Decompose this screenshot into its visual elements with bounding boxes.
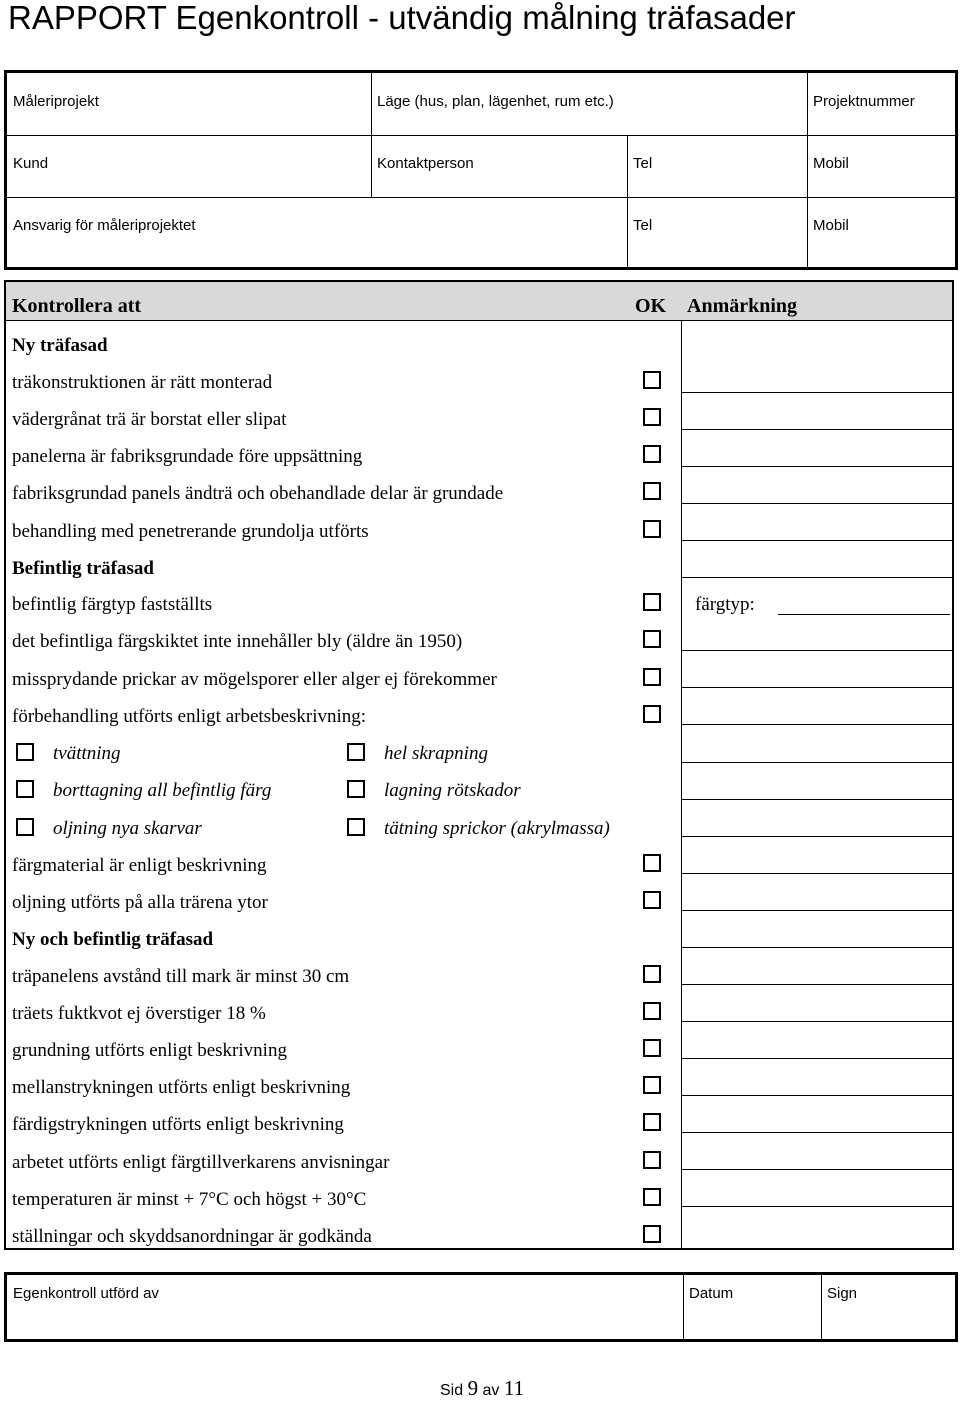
datum-field[interactable]: Datum xyxy=(689,1285,734,1302)
check-item: panelerna är fabriksgrundade före uppsättning xyxy=(12,446,363,467)
ok-checkbox[interactable] xyxy=(643,1151,661,1169)
mobil-field[interactable]: Mobil xyxy=(813,155,849,172)
ok-checkbox[interactable] xyxy=(643,1225,661,1243)
remark-line xyxy=(682,762,952,763)
check-item: förbehandling utförts enligt arbetsbeskrivning: xyxy=(12,706,367,727)
utford-av-field[interactable]: Egenkontroll utförd av xyxy=(13,1285,159,1302)
check-item: träpanelens avstånd till mark är minst 30 cm xyxy=(12,966,350,987)
signature-box xyxy=(4,1272,958,1342)
ok-checkbox[interactable] xyxy=(643,965,661,983)
sign-field[interactable]: Sign xyxy=(827,1285,858,1302)
ok-checkbox[interactable] xyxy=(643,854,661,872)
remark-line xyxy=(682,1132,952,1133)
check-item: arbetet utförts enligt färgtillverkarens anvisningar xyxy=(12,1152,390,1173)
check-item: träets fuktkvot ej överstiger 18 % xyxy=(12,1003,266,1024)
maleriprojekt-field[interactable]: Måleriprojekt xyxy=(13,93,99,110)
kund-field[interactable]: Kund xyxy=(13,155,49,172)
remark-line xyxy=(682,577,952,578)
check-item: mellanstrykningen utförts enligt beskrivning xyxy=(12,1077,351,1098)
mobil-field[interactable]: Mobil xyxy=(813,217,849,234)
section-heading: Ny och befintlig träfasad xyxy=(12,929,214,950)
ok-checkbox[interactable] xyxy=(643,1076,661,1094)
remark-line xyxy=(682,724,952,725)
ok-checkbox[interactable] xyxy=(643,482,661,500)
page-total: 11 xyxy=(503,1376,525,1400)
page-sid: Sid xyxy=(440,1382,464,1399)
header-remark: Anmärkning xyxy=(687,295,798,317)
check-item: färgmaterial är enligt beskrivning xyxy=(12,855,267,876)
check-item: färdigstrykningen utförts enligt beskrivning xyxy=(12,1114,344,1135)
remark-line xyxy=(682,1058,952,1059)
check-item: befintlig färgtyp fastställts xyxy=(12,594,213,615)
ok-checkbox[interactable] xyxy=(643,630,661,648)
ok-checkbox[interactable] xyxy=(643,705,661,723)
option-label: hel skrapning xyxy=(384,743,488,764)
remark-line xyxy=(682,984,952,985)
ok-checkbox[interactable] xyxy=(643,1002,661,1020)
check-item: ställningar och skyddsanordningar är godkända xyxy=(12,1226,372,1247)
option-checkbox[interactable] xyxy=(16,743,34,761)
ok-checkbox[interactable] xyxy=(643,445,661,463)
divider xyxy=(821,1275,822,1339)
check-item: träkonstruktionen är rätt monterad xyxy=(12,372,273,393)
remark-line xyxy=(682,687,952,688)
info-row-customer xyxy=(7,135,955,197)
remark-line xyxy=(682,429,952,430)
page-av: av xyxy=(482,1382,500,1399)
option-label: borttagning all befintlig färg xyxy=(53,780,272,801)
remark-line xyxy=(682,947,952,948)
ok-checkbox[interactable] xyxy=(643,891,661,909)
check-item: vädergrånat trä är borstat eller slipat xyxy=(12,409,287,430)
remark-line xyxy=(682,466,952,467)
option-label: lagning rötskador xyxy=(384,780,521,801)
check-item: fabriksgrundad panels ändträ och obehandlade delar är grundade xyxy=(12,483,504,504)
ok-checkbox[interactable] xyxy=(643,1188,661,1206)
remark-line xyxy=(682,1206,952,1207)
remark-line xyxy=(682,873,952,874)
remark-line xyxy=(682,540,952,541)
check-item: grundning utförts enligt beskrivning xyxy=(12,1040,287,1061)
ok-checkbox[interactable] xyxy=(643,1039,661,1057)
option-label: tätning sprickor (akrylmassa) xyxy=(384,818,610,839)
checklist-header xyxy=(6,282,952,321)
remark-line xyxy=(682,1095,952,1096)
check-item: det befintliga färgskiktet inte innehåller bly (äldre än 1950) xyxy=(12,631,463,652)
checklist-box xyxy=(4,280,954,1250)
ok-checkbox[interactable] xyxy=(643,668,661,686)
check-item: temperaturen är minst + 7°C och högst + 30°C xyxy=(12,1189,367,1210)
page-number xyxy=(440,1376,524,1401)
projektnummer-field[interactable]: Projektnummer xyxy=(813,93,915,110)
section-heading: Befintlig träfasad xyxy=(12,558,154,579)
check-item: missprydande prickar av mögelsporer eller alger ej förekommer xyxy=(12,669,497,690)
ok-checkbox[interactable] xyxy=(643,408,661,426)
remark-line xyxy=(682,1169,952,1170)
page-title: RAPPORT Egenkontroll - utvändig målning träfasader xyxy=(8,0,796,36)
remark-line xyxy=(682,1021,952,1022)
ok-checkbox[interactable] xyxy=(643,371,661,389)
divider xyxy=(683,1275,684,1339)
option-checkbox[interactable] xyxy=(16,818,34,836)
page-current: 9 xyxy=(467,1376,479,1400)
remark-line xyxy=(682,836,952,837)
remark-column-divider xyxy=(681,320,682,1248)
section-heading: Ny träfasad xyxy=(12,335,108,356)
info-row-project xyxy=(7,73,955,135)
header-ok: OK xyxy=(635,295,667,317)
option-label: tvättning xyxy=(53,743,121,764)
option-checkbox[interactable] xyxy=(347,743,365,761)
kontaktperson-field[interactable]: Kontaktperson xyxy=(377,155,474,172)
remark-line xyxy=(682,910,952,911)
option-label: oljning nya skarvar xyxy=(53,818,202,839)
option-checkbox[interactable] xyxy=(347,780,365,798)
option-checkbox[interactable] xyxy=(347,818,365,836)
remark-line xyxy=(682,503,952,504)
remark-line xyxy=(682,799,952,800)
header-check: Kontrollera att xyxy=(12,295,142,317)
info-row-responsible xyxy=(7,197,955,267)
lage-field[interactable]: Läge (hus, plan, lägenhet, rum etc.) xyxy=(377,93,614,110)
project-info-box xyxy=(4,70,958,270)
fargtyp-label: färgtyp: xyxy=(695,594,755,615)
check-item: behandling med penetrerande grundolja utförts xyxy=(12,521,369,542)
option-checkbox[interactable] xyxy=(16,780,34,798)
remark-line xyxy=(682,392,952,393)
tel-field[interactable]: Tel xyxy=(633,217,653,234)
ok-checkbox[interactable] xyxy=(643,593,661,611)
ok-checkbox[interactable] xyxy=(643,520,661,538)
ansvarig-field[interactable]: Ansvarig för måleriprojektet xyxy=(13,217,196,234)
fargtyp-input-line[interactable] xyxy=(778,614,950,615)
remark-line xyxy=(682,650,952,651)
ok-checkbox[interactable] xyxy=(643,1113,661,1131)
check-item: oljning utförts på alla trärena ytor xyxy=(12,892,268,913)
tel-field[interactable]: Tel xyxy=(633,155,653,172)
